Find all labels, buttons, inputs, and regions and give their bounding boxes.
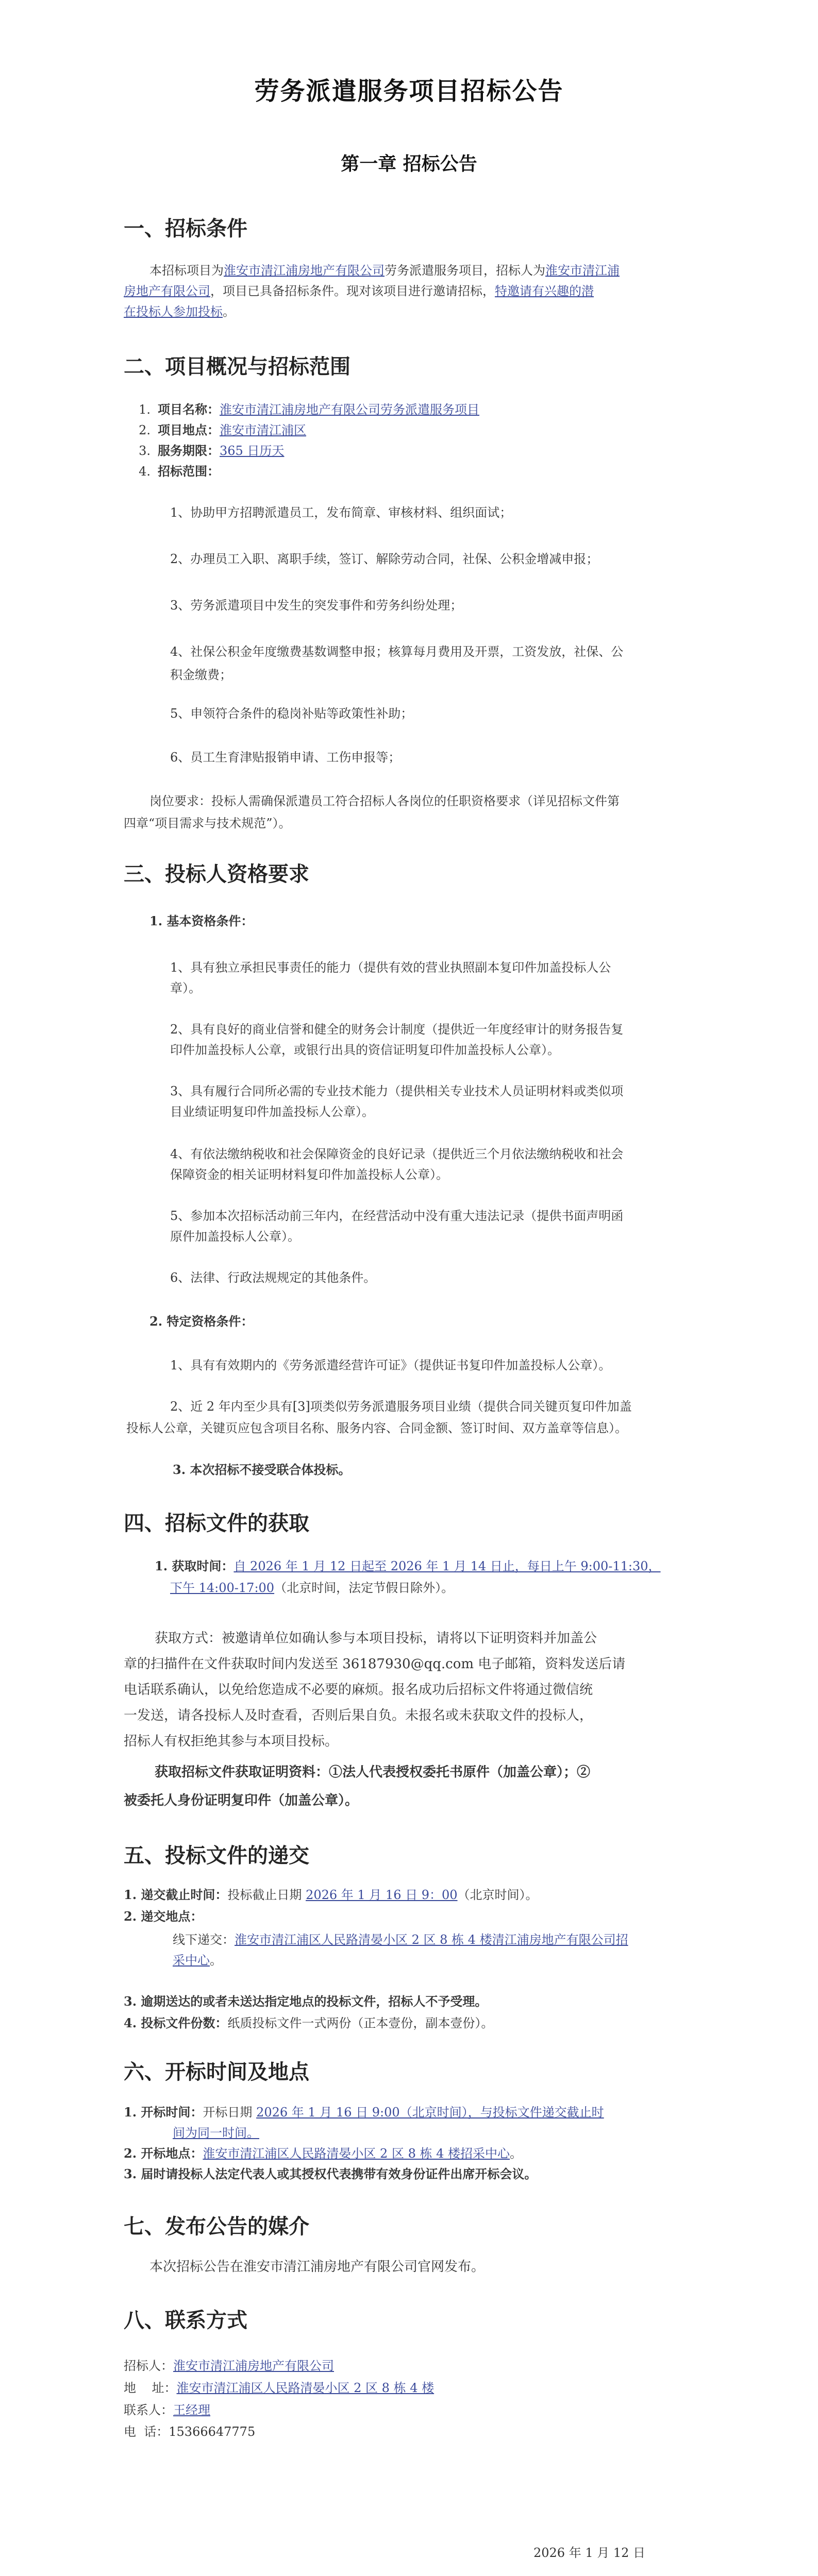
basic-item: 6、法律、行政法规规定的其他条件。 [170, 1270, 376, 1285]
scope-item: 4、社保公积金年度缴费基数调整申报；核算每月费用及开票，工资发放，社保、公 [170, 645, 624, 659]
post-requirement-line-2: 四章“项目需求与技术规范”）。 [124, 816, 291, 831]
basic-item: 章）。 [170, 981, 201, 995]
section-heading-6: 六、开标时间及地点 [124, 2060, 309, 2084]
acquire-method-line: 一发送，请各投标人及时查看，否则后果自负。未报名或未获取文件的投标人， [124, 1708, 593, 1723]
basic-item: 目业绩证明复印件加盖投标人公章）。 [170, 1105, 374, 1119]
contact-address: 地 址：淮安市清江浦区人民路清晏小区 2 区 8 栋 4 楼 [124, 2381, 435, 2395]
s1-line-3: 在投标人参加投标。 [124, 304, 235, 319]
s2-item-3: 3. 服务期限：365 日历天 [139, 443, 285, 458]
basic-item: 3、具有履行合同所必需的专业技术能力（提供相关专业技术人员证明材料或类似项 [170, 1084, 624, 1098]
proof-materials-line-1: 获取招标文件获取证明资料：①法人代表授权委托书原件（加盖公章）；② [155, 1765, 591, 1780]
late-submission-note: 3. 逾期送达的或者未送达指定地点的投标文件，招标人不予受理。 [124, 1994, 488, 2009]
acquire-method-line: 获取方式：被邀请单位如确认参与本项目投标，请将以下证明资料并加盖公 [155, 1631, 597, 1646]
scope-item: 积金缴费； [170, 668, 232, 682]
section-heading-5: 五、投标文件的递交 [124, 1843, 309, 1868]
s2-item-1: 1. 项目名称：淮安市清江浦房地产有限公司劳务派遣服务项目 [139, 402, 479, 417]
section-heading-3: 三、投标人资格要求 [124, 862, 309, 886]
opening-time-line-1: 1. 开标时间：开标日期 2026 年 1 月 16 日 9:00（北京时间），与投标文件递交截止时 [124, 2105, 604, 2120]
s2-item-2: 2. 项目地点：淮安市清江浦区 [139, 422, 306, 437]
scope-item: 3、劳务派遣项目中发生的突发事件和劳务纠纷处理； [170, 598, 463, 613]
submit-location-line-1: 线下递交：淮安市清江浦区人民路清晏小区 2 区 8 栋 4 楼清江浦房地产有限公司招 [173, 1933, 628, 1947]
submit-location-title: 2. 递交地点： [124, 1909, 203, 1924]
basic-item: 印件加盖投标人公章，或银行出具的资信证明复印件加盖投标人公章）。 [170, 1043, 560, 1057]
section-heading-8: 八、联系方式 [124, 2308, 247, 2332]
media-text: 本次招标公告在淮安市清江浦房地产有限公司官网发布。 [149, 2259, 485, 2275]
acquire-time-line-1: 1. 获取时间：自 2026 年 1 月 12 日起至 2026 年 1 月 14 日止，每日上午 9:00-11:30， [155, 1558, 661, 1573]
section-heading-7: 七、发布公告的媒介 [124, 2214, 309, 2239]
s1-line-1: 本招标项目为淮安市清江浦房地产有限公司劳务派遣服务项目，招标人为淮安市清江浦 [149, 263, 620, 278]
post-requirement-line-1: 岗位要求：投标人需确保派遣员工符合招标人各岗位的任职资格要求（详见招标文件第 [149, 794, 620, 808]
special-item: 2、近 2 年内至少具有[3]项类似劳务派遣服务项目业绩（提供合同关键页复印件加盖 [170, 1399, 632, 1414]
acquire-method-line: 招标人有权拒绝其参与本项目投标。 [124, 1734, 339, 1749]
opening-location: 2. 开标地点：淮安市清江浦区人民路清晏小区 2 区 8 栋 4 楼招采中心。 [124, 2146, 523, 2161]
basic-item: 原件加盖投标人公章）。 [170, 1229, 300, 1244]
contact-person: 联系人：王经理 [124, 2403, 210, 2417]
scope-item: 5、申领符合条件的稳岗补贴等政策性补助； [170, 706, 413, 721]
basic-item: 4、有依法缴纳税收和社会保障资金的良好记录（提供近三个月依法缴纳税收和社会 [170, 1147, 624, 1161]
scope-item: 2、办理员工入职、离职手续，签订、解除劳动合同，社保、公积金增减申报； [170, 552, 599, 566]
basic-item: 保障资金的相关证明材料复印件加盖投标人公章）。 [170, 1167, 448, 1182]
announcement-date: 2026 年 1 月 12 日 [533, 2546, 646, 2560]
contact-phone: 电 话：15366647775 [124, 2425, 256, 2439]
contact-tenderer: 招标人：淮安市清江浦房地产有限公司 [124, 2359, 334, 2373]
special-item: 投标人公章，关键页应包含项目名称、服务内容、合同金额、签订时间、双方盖章等信息）。 [126, 1421, 627, 1435]
basic-item: 2、具有良好的商业信誉和健全的财务会计制度（提供近一年度经审计的财务报告复 [170, 1022, 624, 1037]
opening-attendance-note: 3. 届时请投标人法定代表人或其授权代表携带有效身份证件出席开标会议。 [124, 2166, 537, 2181]
section-heading-4: 四、招标文件的获取 [124, 1511, 309, 1535]
scope-item: 1、协助甲方招聘派遣员工，发布简章、审核材料、组织面试； [170, 505, 512, 520]
s1-line-2: 房地产有限公司，项目已具备招标条件。现对该项目进行邀请招标，特邀请有兴趣的潜 [124, 284, 594, 298]
special-qualification-title: 2. 特定资格条件： [149, 1314, 254, 1329]
proof-materials-line-2: 被委托人身份证明复印件（加盖公章）。 [124, 1793, 359, 1808]
basic-item: 1、具有独立承担民事责任的能力（提供有效的营业执照副本复印件加盖投标人公 [170, 960, 611, 975]
copies-note: 4. 投标文件份数：纸质投标文件一式两份（正本壹份，副本壹份）。 [124, 2015, 494, 2030]
consortium-note: 3. 本次招标不接受联合体投标。 [173, 1462, 351, 1477]
section-heading-2: 二、项目概况与招标范围 [124, 354, 350, 379]
s2-item-4: 4. 招标范围： [139, 464, 220, 479]
basic-item: 5、参加本次招标活动前三年内，在经营活动中没有重大违法记录（提供书面声明函 [170, 1209, 624, 1223]
chapter-title: 第一章 招标公告 [341, 153, 477, 175]
acquire-method-line: 章的扫描件在文件获取时间内发送至 36187930@qq.com 电子邮箱，资料发送后请 [124, 1656, 626, 1672]
acquire-method-line: 电话联系确认，以免给您造成不必要的麻烦。报名成功后招标文件将通过微信统 [124, 1682, 593, 1698]
page-title: 劳务派遣服务项目招标公告 [254, 77, 564, 106]
submit-deadline: 1. 递交截止时间：投标截止日期 2026 年 1 月 16 日 9：00（北京时间）。 [124, 1887, 538, 1902]
opening-time-line-2: 间为同一时间。 [173, 2126, 259, 2140]
basic-qualification-title: 1. 基本资格条件： [149, 913, 254, 928]
submit-location-line-2: 采中心。 [173, 1953, 222, 1968]
section-heading-1: 一、招标条件 [124, 216, 247, 241]
scope-item: 6、员工生育津贴报销申请、工伤申报等； [170, 750, 401, 765]
acquire-time-line-2: 下午 14:00-17:00（北京时间，法定节假日除外）。 [170, 1581, 454, 1595]
special-item: 1、具有有效期内的《劳务派遣经营许可证》（提供证书复印件加盖投标人公章）。 [170, 1358, 611, 1372]
